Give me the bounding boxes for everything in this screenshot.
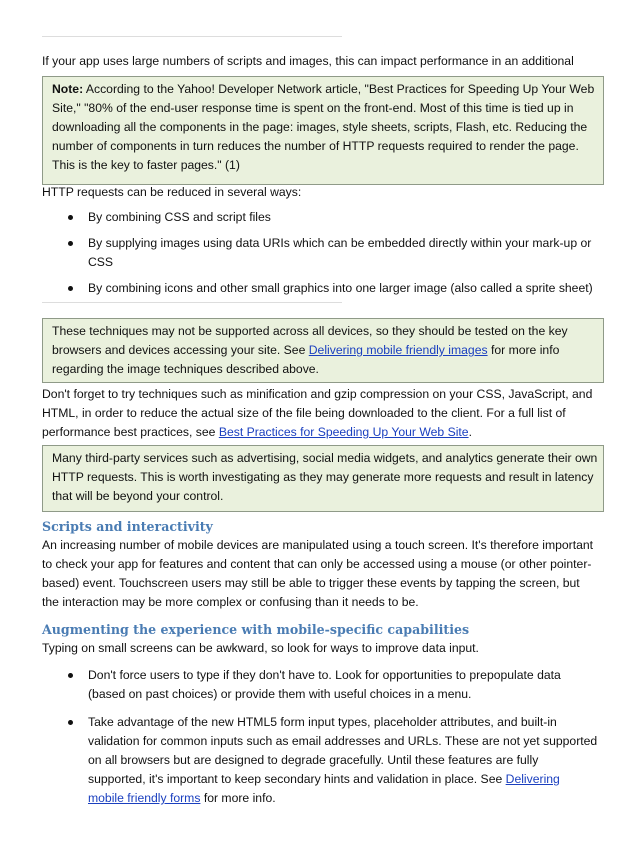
note-quote: According to the Yahoo! Developer Network article, "Best Practices for Speeding Up Your Web Site," "80% of the end-user response time is spent on the front-end. Most of this time is tied up in downloading all the components in the page: images, style sheets, scripts, Flash, etc. Reducing the number of components in turn reduces the number of HTTP requests required to render the page. This is the key to faster pages." (1) [52,82,595,172]
note-yahoo-text [52,80,598,175]
list-item: Don't force users to type if they don't have to. Look for opportunities to prepopulate data (based on past choices) or provide them with useful choices in a menu. [42,666,598,704]
bullet-icon [68,241,73,246]
note-label: Note: [52,82,84,96]
heading-scripts: Scripts and interactivity [42,519,213,534]
reduce-list [42,208,598,298]
scripts-paragraph: An increasing number of mobile devices are manipulated using a touch screen. It's therefore important to check your app for features and content that can only be accessed using a mouse (or other pointer-based) event. Touchscreen users may still be able to trigger these events by tapping the screen, but the interaction may be more complex or confusing than it needs to be. [42,538,594,609]
note-techniques-text: These techniques may not be supported across all devices, so they should be tested on the key browsers and devices accessing your site. See Delivering mobile friendly images for more info regarding the image techniques described above. [52,324,568,376]
augment-paragraph: Typing on small screens can be awkward, so look for ways to improve data input. [42,641,479,655]
note-box-techniques [42,318,604,383]
list-item: By supplying images using data URIs which can be embedded directly within your mark-up or CSS [42,234,598,272]
note-third-party-text: Many third-party services such as advertising, social media widgets, and analytics generate their own HTTP requests. This is worth investigating as they may generate more requests and result in latency that will be beyond your control. [52,451,598,503]
bullet-icon [68,286,73,291]
note-box-yahoo [42,76,604,185]
heading-augment: Augmenting the experience with mobile-specific capabilities [42,622,470,637]
bullet-icon [68,215,73,220]
minify-paragraph: Don't forget to try techniques such as minification and gzip compression on your CSS, JavaScript, and HTML, in order to reduce the actual size of the file being downloaded to the client. For a full list of performance best practices, see Best Practices for Speeding Up Your Web Site. [42,387,593,439]
list-item: By combining icons and other small graphics into one larger image (also called a sprite sheet) [42,279,598,298]
bullet-icon [68,673,73,678]
bullet-icon [68,720,73,725]
intro-paragraph: If your app uses large numbers of scripts and images, this can impact performance in an additional [42,54,574,68]
link-mobile-friendly-images[interactable]: Delivering mobile friendly images [308,343,488,357]
reduce-intro: HTTP requests can be reduced in several ways: [42,185,302,199]
list-item: By combining CSS and script files [42,208,598,227]
list-item: Take advantage of the new HTML5 form input types, placeholder attributes, and built-in validation for common inputs such as email addresses and URLs. These are not yet supported on all browsers but are designed to degrade gracefully. Until these features are fully supported, it's important to keep secondary hints and validation in place. See Delivering mobile friendly forms for more info. [42,713,598,808]
note-box-third-party [42,445,604,512]
link-mobile-friendly-forms[interactable]: Delivering mobile friendly forms [88,772,560,805]
mid-divider [42,302,342,303]
augment-list [42,666,598,808]
link-best-practices[interactable]: Best Practices for Speeding Up Your Web Site [218,425,469,439]
top-divider [42,36,342,37]
